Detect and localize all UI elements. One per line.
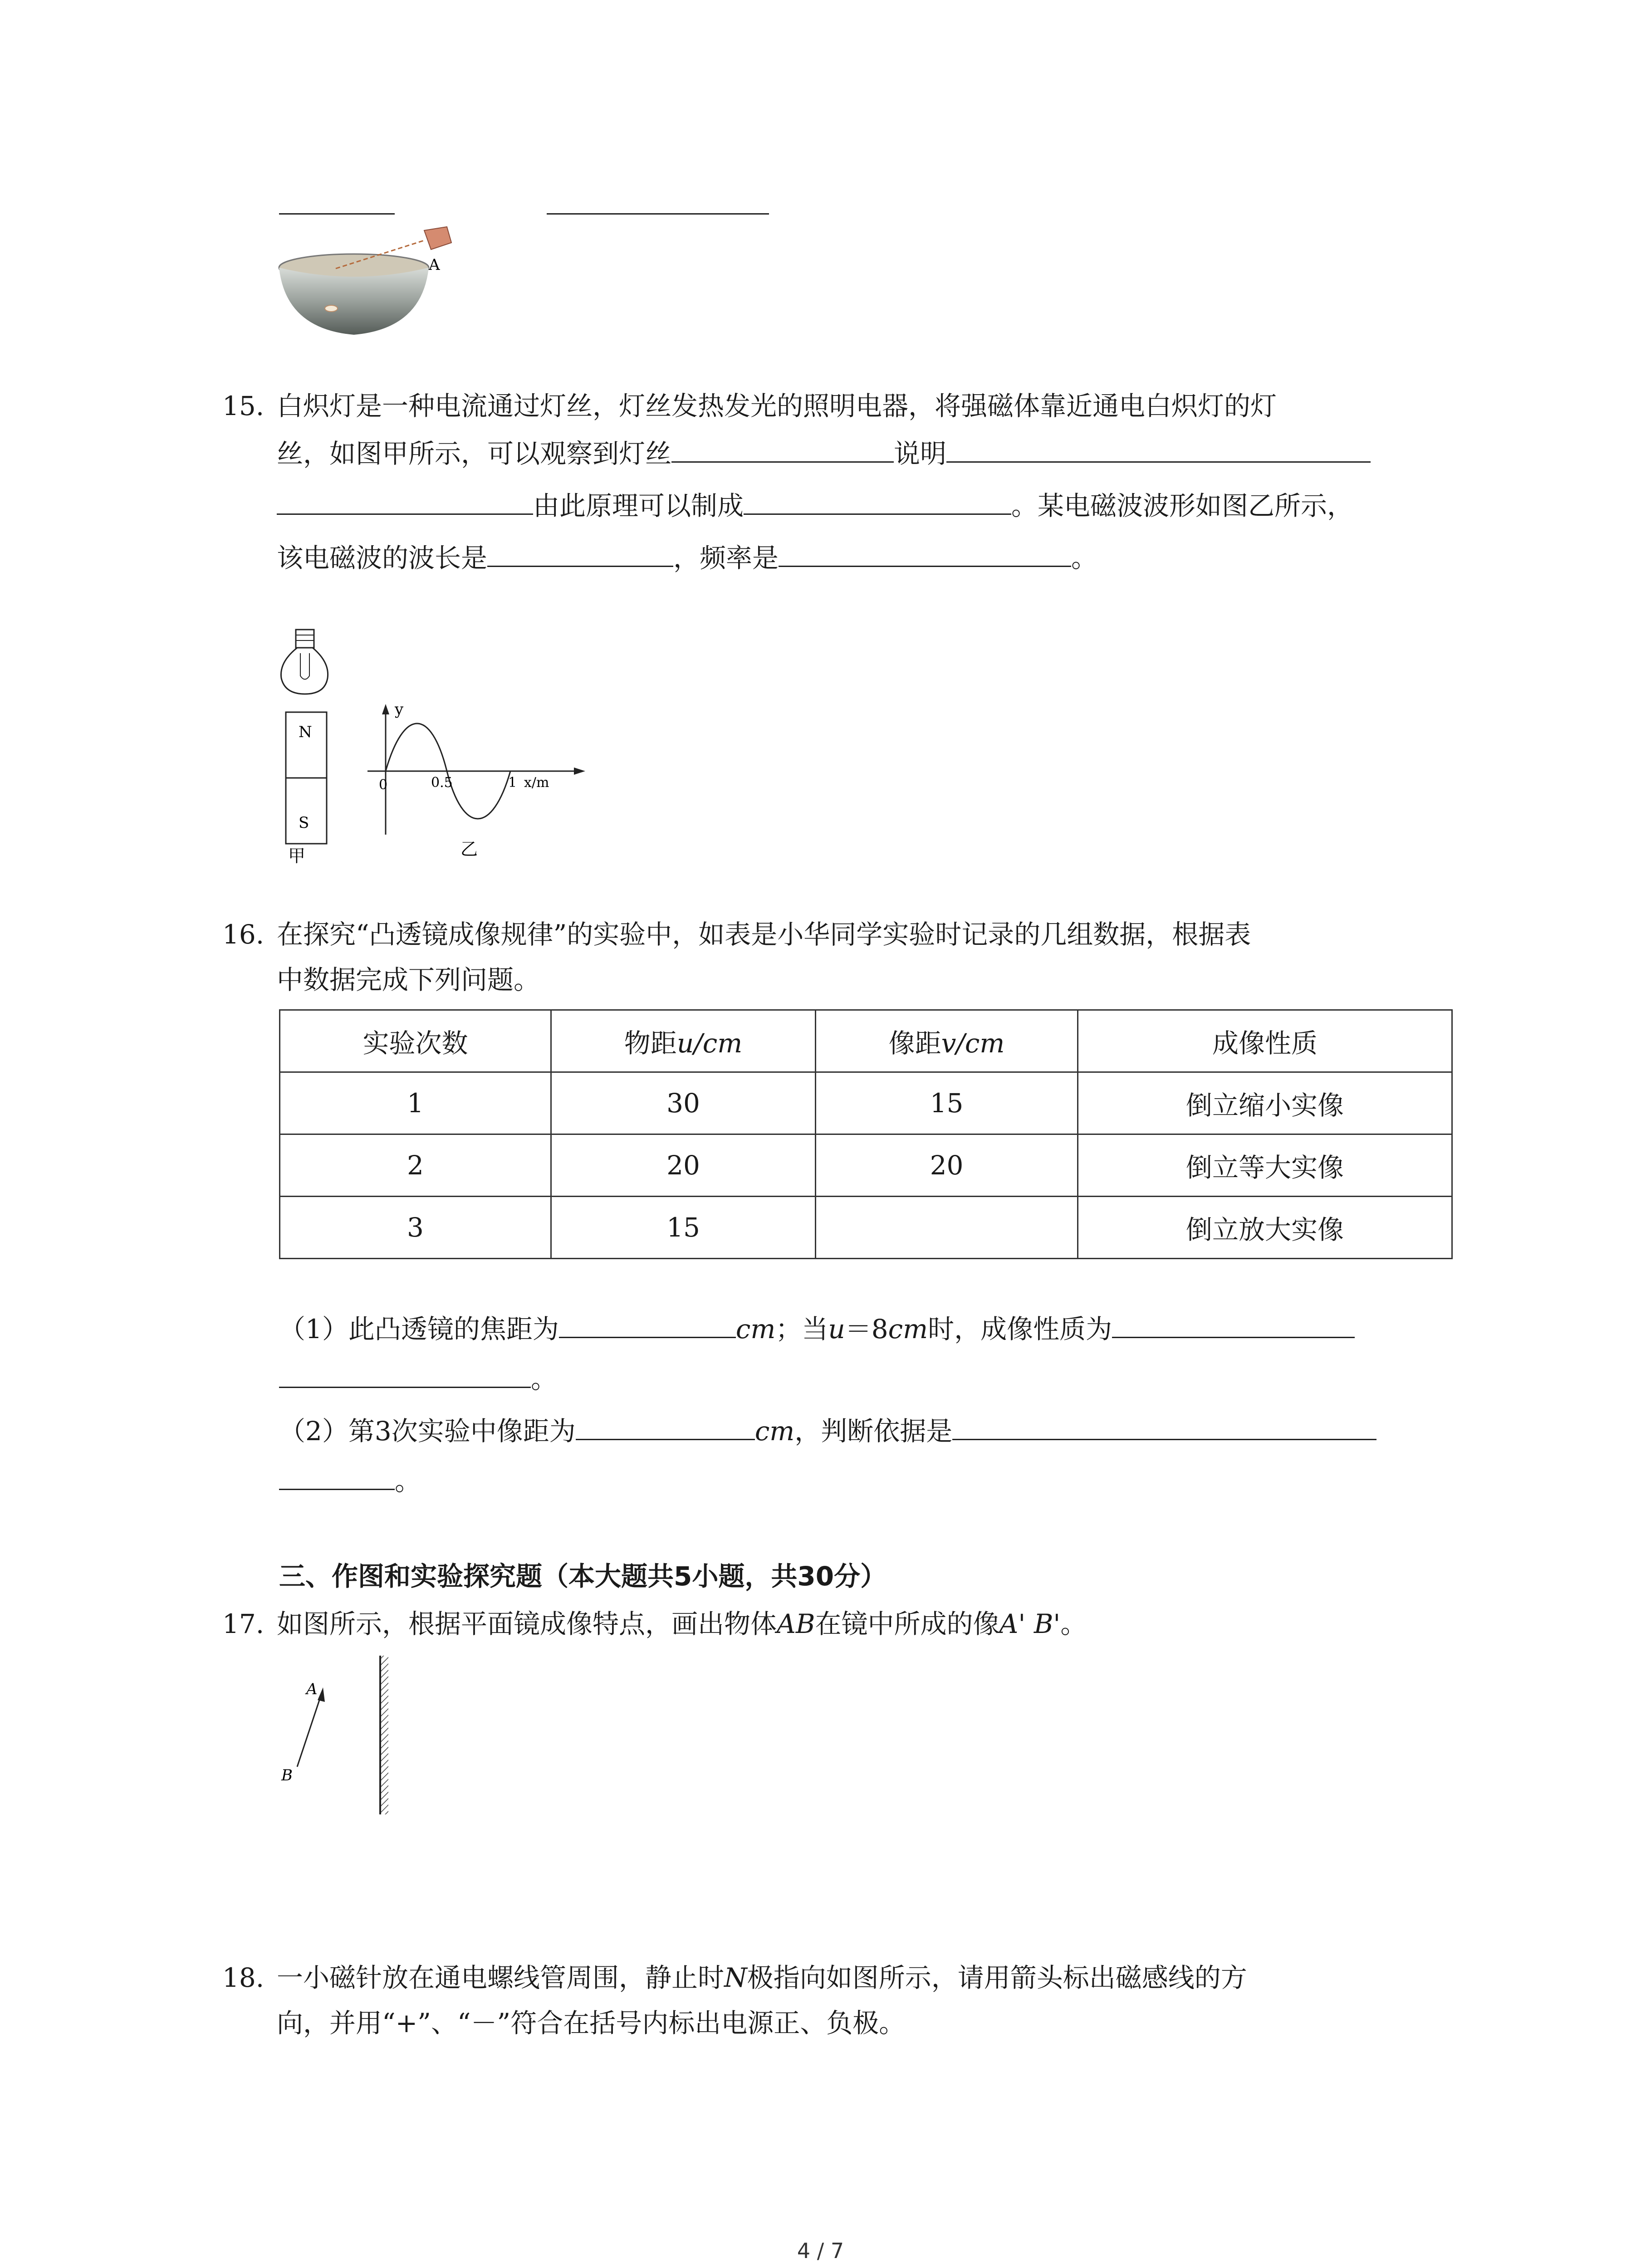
q17-number: 17. [222,1608,265,1639]
q17-text-a: 如图所示，根据平面镜成像特点，画出物体 [277,1608,777,1639]
q15-text-3b: 。某电磁波波形如图乙所示， [1011,490,1354,521]
table-row [280,1197,1452,1259]
cell-image-nature: 倒立缩小实像 [1078,1072,1452,1134]
q14-blank-2[interactable] [547,213,769,215]
q16-number: 16. [222,919,265,950]
wave-figure [358,699,594,862]
point-b-label: B [281,1766,293,1784]
bulb-glass [281,648,328,694]
q18-line-1 [222,1962,1247,1994]
q16-blank-image-distance[interactable] [576,1415,755,1440]
q16-line-2 [277,964,540,996]
eye-icon [424,227,451,249]
q18-number: 18. [222,1962,265,1993]
q15-blank-explain[interactable] [946,438,1371,463]
object-ab [297,1692,322,1767]
q16-sub1-text-d: 时，成像性质为 [928,1314,1112,1344]
q16-sub1-text-a: （1）此凸透镜的焦距为 [279,1314,559,1344]
q15-blank-frequency[interactable] [779,542,1071,567]
header-trial-count: 实验次数 [280,1010,551,1072]
wave-origin-label: 0 [379,777,388,793]
cell-object-distance: 30 [551,1072,816,1134]
q16-sub1-unit: cm [735,1314,776,1344]
cell-image-distance[interactable] [816,1197,1078,1259]
cell-object-distance: 15 [551,1197,816,1259]
q16-blank-reason[interactable] [952,1415,1376,1440]
wave-x-label: x/m [524,775,549,791]
cell-image-nature: 倒立等大实像 [1078,1134,1452,1197]
q16-sub2-line-2 [279,1465,421,1497]
magnet-north-label: N [299,723,312,741]
header-object-distance: 物距u/cm [551,1010,816,1072]
q15-text-4a: 该电磁波的波长是 [277,543,488,573]
q16-blank-image-nature-cont[interactable] [279,1363,531,1388]
q16-sub1-line-2 [279,1363,557,1395]
wave-tick-half: 0.5 [431,775,453,791]
object-arrowhead [318,1687,325,1702]
section-3-title: 三、作图和实验探究题（本大题共5小题，共30分） [279,1561,887,1592]
q16-sub1-text-c: ＝8 [845,1314,888,1344]
q15-text-4c: 。 [1071,543,1098,573]
q15-text-3a: 由此原理可以制成 [533,490,744,521]
q14-blank-1[interactable] [279,213,395,215]
cell-trial: 2 [280,1134,551,1197]
fig-yi-label: 乙 [460,839,478,859]
q16-sub2-line [279,1415,1376,1447]
q16-sub1-end: 。 [531,1364,558,1394]
header-image-distance: 像距v/cm [816,1010,1078,1072]
q16-sub2-unit: cm [754,1416,795,1447]
q15-blank-wavelength[interactable] [487,542,673,567]
bulb-magnet-figure [272,626,345,866]
q17-text-c: 。 [1060,1608,1087,1639]
q15-line-2 [277,438,1371,469]
q15-text-2a: 丝，如图甲所示，可以观察到灯丝 [277,438,672,469]
cell-object-distance: 20 [551,1134,816,1197]
q16-blank-focal-length[interactable] [559,1313,736,1338]
q16-text-2: 中数据完成下列问题。 [277,964,540,995]
q16-sub1-text-b: ；当 [775,1314,828,1344]
q15-text-4b: ，频率是 [673,543,779,573]
bulb-base [296,630,314,648]
q17-line [222,1608,1087,1640]
q15-line-1 [222,390,1277,422]
y-axis-arrow [382,704,389,714]
wave-tick-one: 1 [508,775,517,791]
plane-mirror-figure [272,1651,408,1823]
bowl-body [279,268,429,335]
q16-blank-reason-cont[interactable] [279,1465,395,1490]
bowl-point-label: A [429,256,440,274]
q15-blank-explain-cont[interactable] [277,490,533,515]
q15-text-2b: 说明 [894,438,947,469]
q17-var-ab: AB [777,1608,815,1639]
q16-sub2-end: 。 [395,1466,421,1496]
x-axis-arrow [574,767,585,775]
q16-sub1-var: u [828,1314,845,1344]
bowl-figure [272,218,508,349]
q16-text-1: 在探究“凸透镜成像规律”的实验中，如表是小华同学实验时记录的几组数据，根据表 [277,919,1251,950]
cell-image-nature: 倒立放大实像 [1078,1197,1452,1259]
cell-trial: 3 [280,1197,551,1259]
header-image-nature: 成像性质 [1078,1010,1452,1072]
point-a-label: A [306,1680,318,1698]
q17-text-b: 在镜中所成的像 [815,1608,999,1639]
q18-var-n: N [724,1962,747,1993]
q15-blank-filament[interactable] [671,438,894,463]
q16-sub1-line [279,1313,1355,1345]
q18-text-2: 向，并用“+”、“－”符合在括号内标出电源正、负极。 [277,2008,906,2038]
lens-data-table [279,1009,1453,1259]
q16-blank-image-nature[interactable] [1112,1313,1355,1338]
q17-var-image: A' B' [999,1608,1061,1639]
table-header-row [280,1010,1452,1072]
page-number: 4 / 7 [797,2239,844,2263]
q18-line-2 [277,2007,905,2039]
wave-y-label: y [395,700,404,719]
magnet-south-label: S [299,814,309,832]
cell-trial: 1 [280,1072,551,1134]
mirror-hatch [380,1656,388,1814]
table-row [280,1072,1452,1134]
q15-number: 15. [222,391,265,421]
coin [325,305,338,312]
q16-sub2-text-a: （2）第3次实验中像距为 [279,1416,576,1447]
q15-line-3 [277,490,1353,522]
q16-line-1 [222,919,1251,950]
table-row [280,1134,1452,1197]
q15-line-4 [277,542,1097,574]
q18-text-1a: 一小磁针放在通电螺线管周围，静止时 [277,1962,725,1993]
q18-text-1b: 极指向如图所示，请用箭头标出磁感线的方 [747,1962,1247,1993]
q15-text-1: 白炽灯是一种电流通过灯丝，灯丝发热发光的照明电器，将强磁体靠近通电白炽灯的灯 [277,391,1277,421]
q16-sub1-unit2: cm [888,1314,928,1344]
cell-image-distance: 20 [816,1134,1078,1197]
q16-sub2-text-b: ，判断依据是 [794,1416,953,1447]
fig-jia-label: 甲 [288,846,306,866]
q15-blank-device[interactable] [744,490,1011,515]
cell-image-distance: 15 [816,1072,1078,1134]
